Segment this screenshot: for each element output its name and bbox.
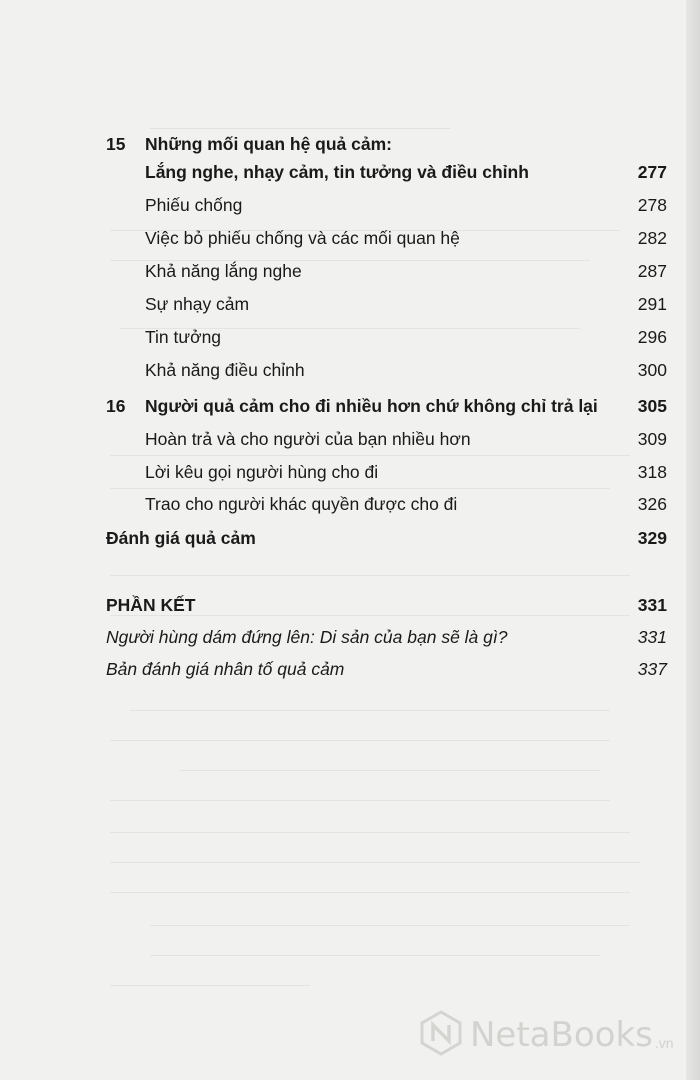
toc-assessment[interactable] xyxy=(0,528,700,554)
page-number: 305 xyxy=(637,396,667,416)
chapter-title: Lắng nghe, nhạy cảm, tin tưởng và điều chỉnh xyxy=(145,162,529,182)
toc-entry[interactable] xyxy=(0,627,700,653)
toc-entry[interactable] xyxy=(0,261,700,287)
toc-entry[interactable] xyxy=(0,429,700,455)
toc-chapter-16[interactable] xyxy=(0,396,700,422)
page-number: 278 xyxy=(637,195,667,215)
page-number: 287 xyxy=(637,261,667,281)
section-title: Đánh giá quả cảm xyxy=(106,528,256,548)
chapter-title: Người quả cảm cho đi nhiều hơn chứ không chỉ trả lại xyxy=(145,396,598,416)
page-number: 329 xyxy=(637,528,667,548)
watermark xyxy=(418,1010,698,1060)
entry-title: Lời kêu gọi người hùng cho đi xyxy=(145,462,379,482)
chapter-number: 16 xyxy=(106,396,126,416)
entry-title: Bản đánh giá nhân tố quả cảm xyxy=(106,659,345,679)
page-number: 277 xyxy=(637,162,667,182)
page-number: 326 xyxy=(637,494,667,514)
chapter-number: 15 xyxy=(106,134,126,154)
toc-chapter-15-line2[interactable] xyxy=(0,162,700,188)
toc-entry[interactable] xyxy=(0,228,700,254)
entry-title: Sự nhạy cảm xyxy=(145,294,250,314)
toc-entry[interactable] xyxy=(0,462,700,488)
toc-entry[interactable] xyxy=(0,659,700,685)
chapter-title: Những mối quan hệ quả cảm: xyxy=(145,134,392,154)
page-number: 282 xyxy=(637,228,667,248)
page-number: 300 xyxy=(637,360,667,380)
netabooks-logo-icon xyxy=(418,1010,464,1061)
toc-entry[interactable] xyxy=(0,494,700,520)
toc-chapter-15-line1[interactable] xyxy=(0,134,700,160)
toc-entry[interactable] xyxy=(0,195,700,221)
page-number: 291 xyxy=(637,294,667,314)
watermark-suffix: .vn xyxy=(654,1035,674,1051)
watermark-brand: NetaBooks xyxy=(470,1015,653,1055)
entry-title: Phiếu chống xyxy=(145,195,243,215)
toc-entry[interactable] xyxy=(0,360,700,386)
page-number: 337 xyxy=(637,659,667,679)
page-number: 318 xyxy=(637,462,667,482)
entry-title: Việc bỏ phiếu chống và các mối quan hệ xyxy=(145,228,460,248)
page-number: 296 xyxy=(637,327,667,347)
entry-title: Hoàn trả và cho người của bạn nhiều hơn xyxy=(145,429,471,449)
section-title: PHẦN KẾT xyxy=(106,595,196,615)
page-number: 331 xyxy=(637,595,667,615)
entry-title: Khả năng lắng nghe xyxy=(145,261,302,281)
toc-entry[interactable] xyxy=(0,294,700,320)
page-number: 331 xyxy=(637,627,667,647)
entry-title: Tin tưởng xyxy=(145,327,222,347)
toc-conclusion[interactable] xyxy=(0,595,700,621)
page-number: 309 xyxy=(637,429,667,449)
toc-entry[interactable] xyxy=(0,327,700,353)
entry-title: Trao cho người khác quyền được cho đi xyxy=(145,494,458,514)
entry-title: Khả năng điều chỉnh xyxy=(145,360,305,380)
entry-title: Người hùng dám đứng lên: Di sản của bạn sẽ là gì? xyxy=(106,627,508,647)
